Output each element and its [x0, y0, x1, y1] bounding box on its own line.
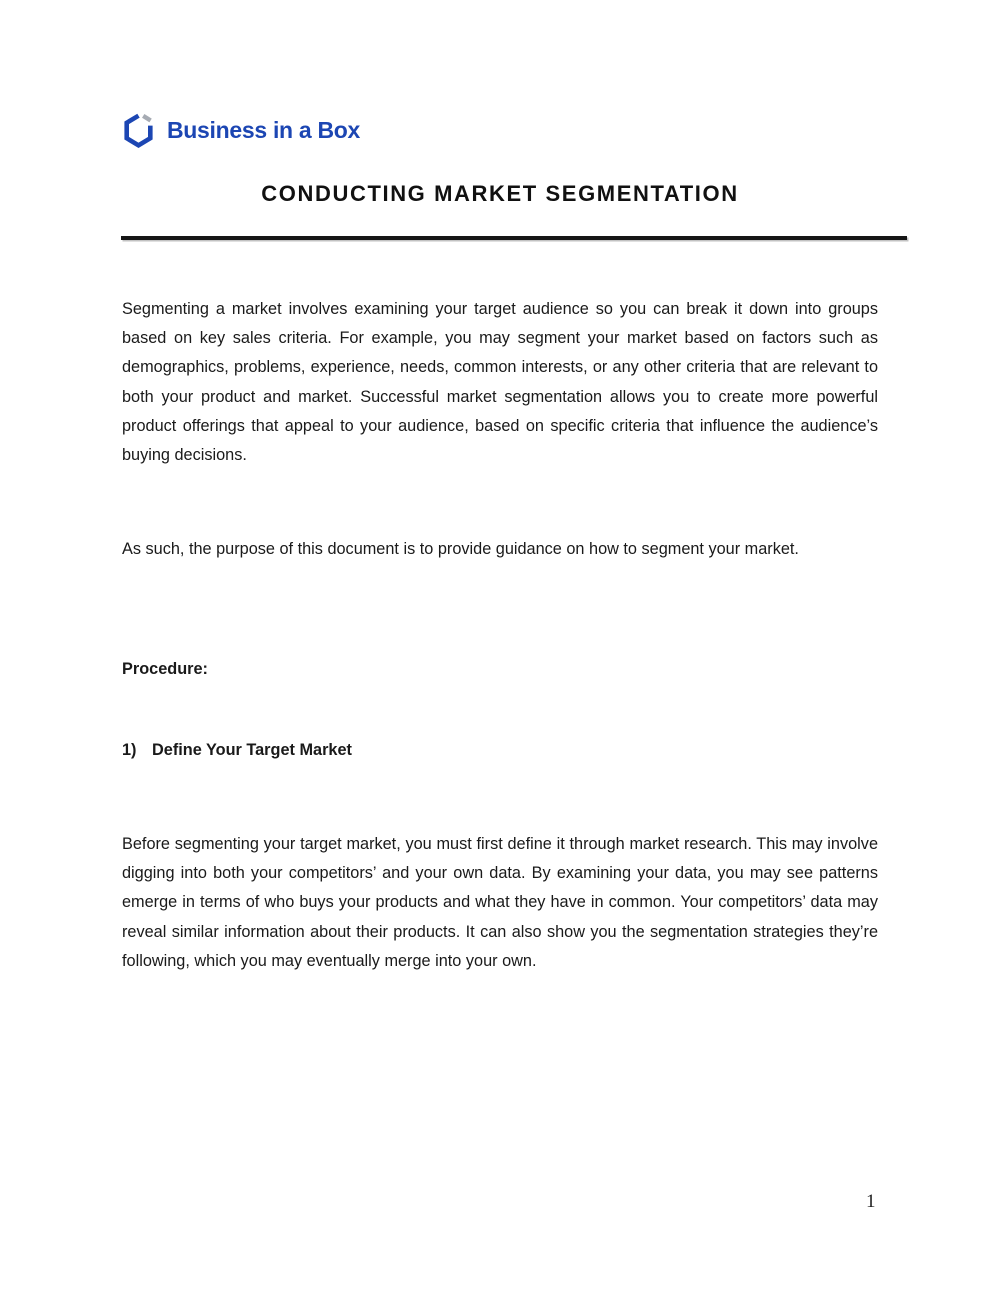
hexagon-logo-icon: [124, 113, 153, 148]
paragraph-purpose: As such, the purpose of this document is to provide guidance on how to segment your market.: [122, 540, 799, 558]
step-1-heading: [122, 736, 878, 765]
paragraph-step-1-body: Before segmenting your target market, you must first define it through market research. This may involve digging into both your competitors’ and your own data. By examining your data, you may see patterns emerge in terms of who buys your products and what they have in common. Your competitors’ data may reveal similar information about their products. It can also show you the segmentation strategies they’re following, which you may eventually merge into your own.: [122, 835, 878, 970]
step-1-title: Define Your Target Market: [152, 741, 352, 759]
title-divider-rule: [121, 236, 907, 240]
brand-logo: [124, 113, 360, 148]
step-1-number: 1): [122, 741, 137, 759]
paragraph-intro: Segmenting a market involves examining your target audience so you can break it down into groups based on key sales criteria. For example, you may segment your market based on factors such as demographics, problems, experience, needs, common interests, or any other criteria that are relevant to both your product and market. Successful market segmentation allows you to create more powerful product offerings that appeal to your audience, based on specific criteria that influence the audience’s buying decisions.: [122, 300, 878, 465]
document-title: CONDUCTING MARKET SEGMENTATION: [261, 181, 739, 206]
brand-logo-text: Business in a Box: [167, 117, 361, 143]
page-number: 1: [866, 1191, 876, 1212]
procedure-label: Procedure:: [122, 660, 208, 678]
